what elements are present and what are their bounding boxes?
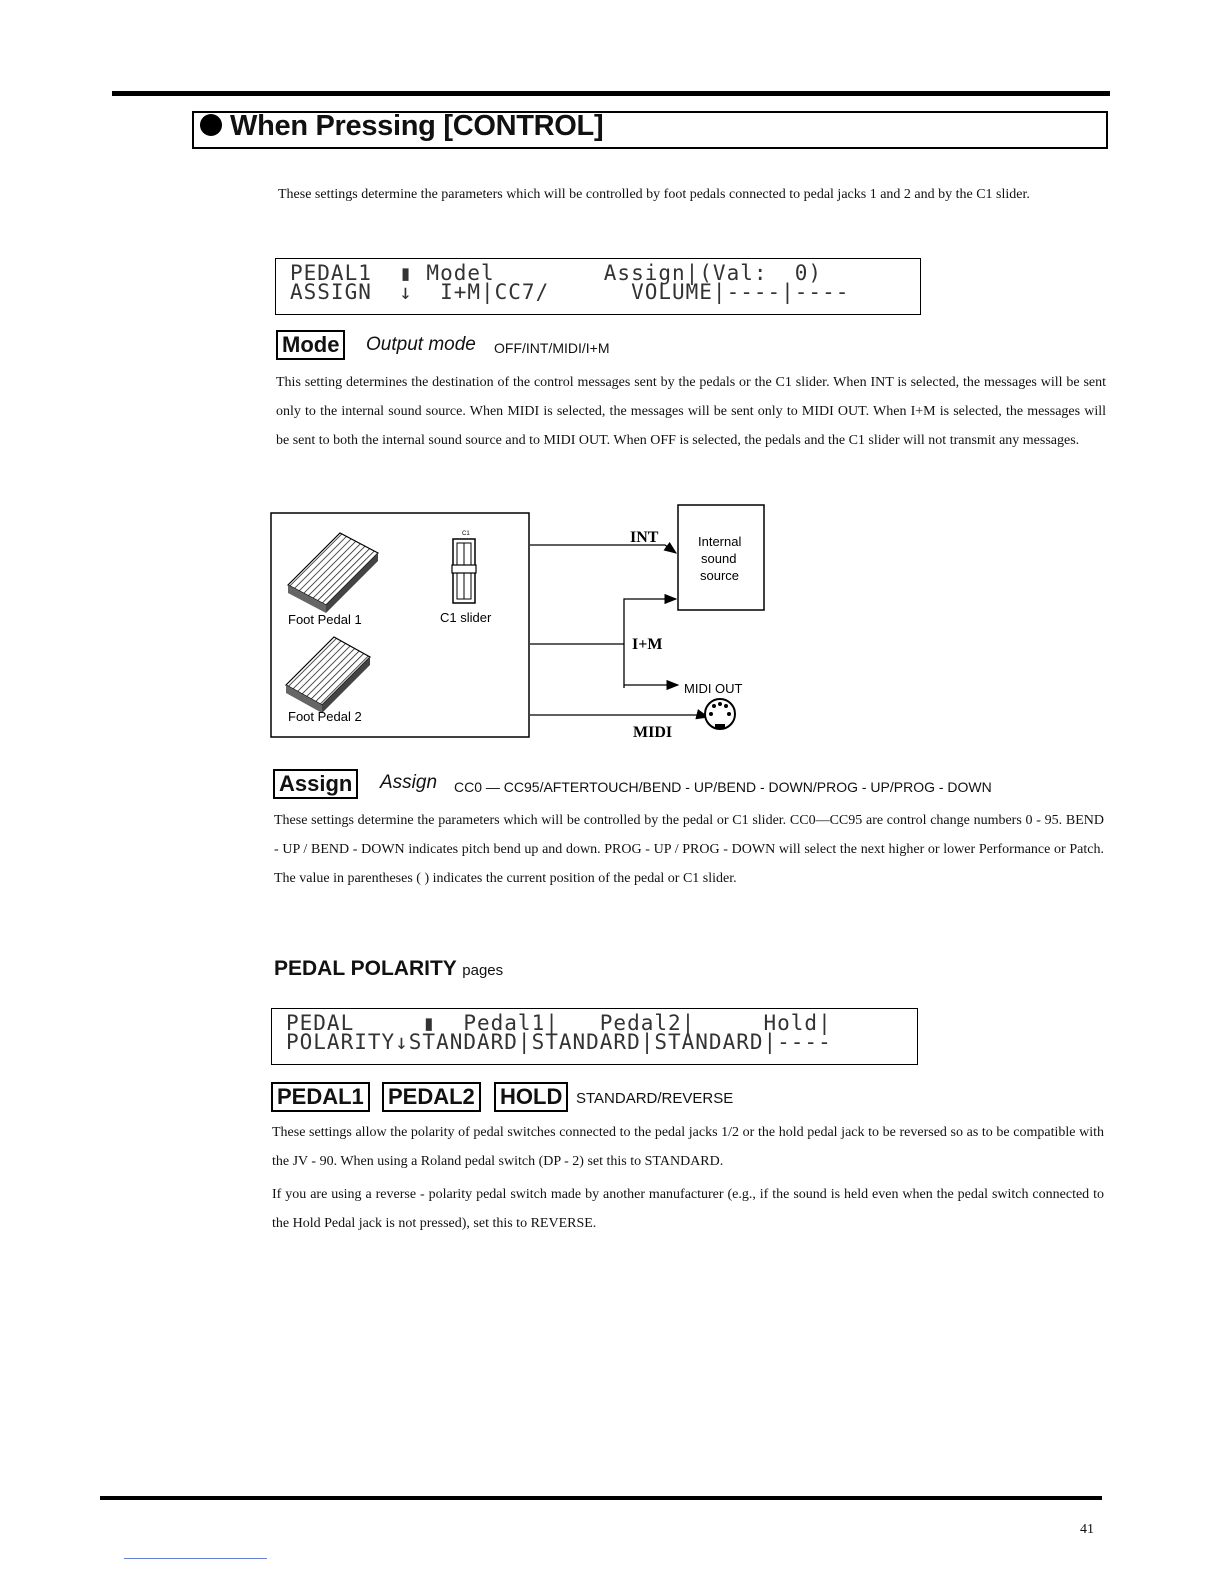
internal-label-2: sound xyxy=(701,551,737,566)
lcd2-line-2: POLARITY↓STANDARD|STANDARD|STANDARD|---- xyxy=(286,1030,832,1054)
pedal-polarity-title: PEDAL POLARITY xyxy=(274,957,457,980)
mode-tag: Mode xyxy=(276,330,345,360)
slider-label: C1 slider xyxy=(440,610,492,625)
top-rule xyxy=(112,91,1110,96)
foot-pedal-1-icon xyxy=(288,533,378,613)
lcd-line-1: PEDAL1 ▮ Model Assign|(Val: 0) xyxy=(290,261,823,285)
bullet-icon xyxy=(200,114,222,136)
polarity-text-2: If you are using a reverse - polarity pedal switch made by another manufacturer (e.g., if the sound is held even when the pedal switch connected to the Hold Pedal jack is not pressed), set this to REVERSE. xyxy=(272,1187,1104,1231)
c1-slider-icon xyxy=(452,539,476,603)
signal-routing-diagram xyxy=(260,495,820,760)
foot-pedal-1-label: Foot Pedal 1 xyxy=(288,612,362,627)
section-title: When Pressing [CONTROL] xyxy=(200,110,603,143)
foot-pedal-2-icon xyxy=(286,637,370,713)
midi-connector-icon xyxy=(705,699,735,729)
hold-tag: HOLD xyxy=(494,1082,568,1112)
assign-text: These settings determine the parameters which will be controlled by the pedal or C1 slider. CC0—CC95 are control change numbers 0 - 95. BEND - UP / BEND - DOWN indicates pitch bend up and down. PROG - UP / PROG - DOWN will select the next higher or lower Performance or Patch. The value in parentheses ( ) indicates the current position of the pedal or C1 slider. xyxy=(274,813,1104,886)
lcd-pedal-polarity xyxy=(271,1008,918,1065)
assign-range: CC0 — CC95/AFTERTOUCH/BEND - UP/BEND - DOWN/PROG - UP/PROG - DOWN xyxy=(454,779,992,795)
pedal-polarity-suffix: pages xyxy=(462,962,504,979)
page-number: 41 xyxy=(1080,1522,1094,1537)
assign-name: Assign xyxy=(380,772,438,793)
lcd2-line-1: PEDAL ▮ Pedal1| Pedal2| Hold| xyxy=(286,1011,832,1035)
polarity-text-1: These settings allow the polarity of pedal switches connected to the pedal jacks 1/2 or the hold pedal jack to be reversed so as to be compatible with the JV - 90. When using a Roland pedal switch (DP - 2) set this to STANDARD. xyxy=(272,1125,1104,1169)
pedal1-tag: PEDAL1 xyxy=(271,1082,370,1112)
lcd-pedal-assign xyxy=(275,258,921,315)
lcd-line-2: ASSIGN ↓ I+M|CC7/ VOLUME|----|---- xyxy=(290,280,850,304)
slider-top-label: C1 xyxy=(462,531,470,537)
mode-name: Output mode xyxy=(366,334,476,355)
mode-text: This setting determines the destination of the control messages sent by the pedals or the C1 slider. When INT is selected, the messages will be sent only to the internal sound source. When MIDI is selected, the messages will be sent only to MIDI OUT. When I+M is selected, the messages will be sent to both the internal sound source and to MIDI OUT. When OFF is selected, the pedals and the C1 slider will not transmit any messages. xyxy=(276,375,1106,448)
im-label: I+M xyxy=(632,636,663,653)
midi-label: MIDI xyxy=(633,724,673,741)
polarity-range: STANDARD/REVERSE xyxy=(576,1090,734,1107)
bottom-rule xyxy=(100,1496,1102,1500)
midi-out-label: MIDI OUT xyxy=(684,681,743,696)
foot-pedal-2-label: Foot Pedal 2 xyxy=(288,709,362,724)
pedal2-tag: PEDAL2 xyxy=(382,1082,481,1112)
assign-tag: Assign xyxy=(273,769,358,799)
int-label: INT xyxy=(630,529,659,546)
mode-range: OFF/INT/MIDI/I+M xyxy=(494,340,610,356)
internal-label-3: source xyxy=(700,568,740,583)
midi-line xyxy=(530,715,708,717)
intro-text: These settings determine the parameters which will be controlled by foot pedals connected to pedal jacks 1 and 2 and by the C1 slider. xyxy=(278,187,1030,202)
pedal-polarity-heading xyxy=(274,957,503,981)
footer-link-line xyxy=(124,1558,267,1559)
internal-label-1: Internal xyxy=(698,534,742,549)
int-line xyxy=(530,545,676,553)
